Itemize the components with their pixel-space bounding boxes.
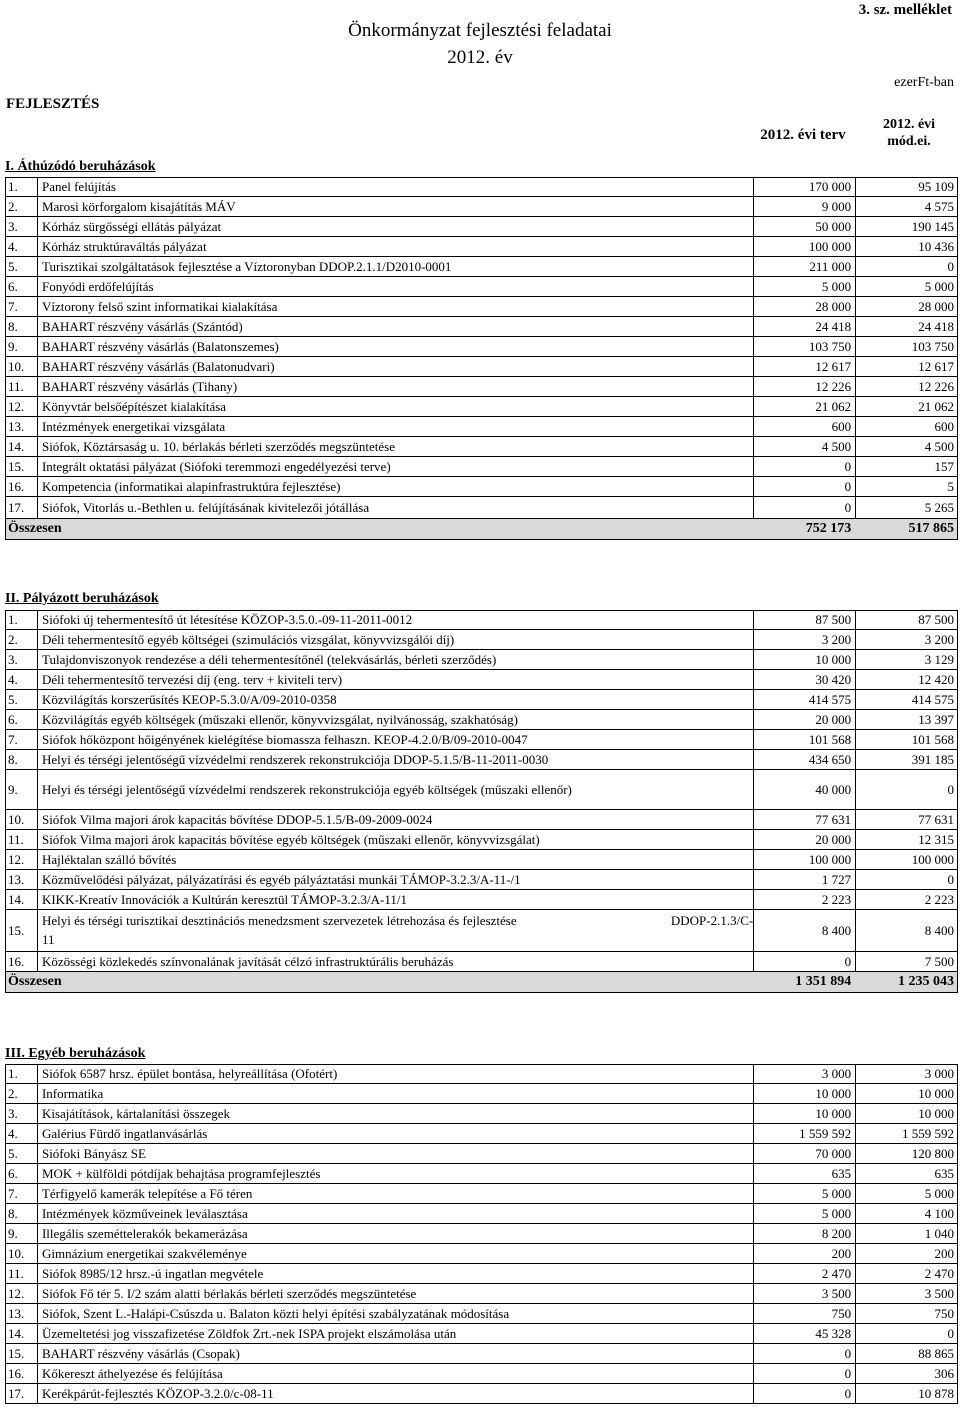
row-number: 1. bbox=[6, 178, 38, 196]
row-modified-value: 1 559 592 bbox=[856, 1124, 958, 1143]
row-name: Marosi körforgalom kisajátítás MÁV bbox=[38, 197, 754, 216]
row-number: 17. bbox=[6, 1384, 38, 1403]
row-plan-value: 3 200 bbox=[754, 630, 856, 649]
row-number: 11. bbox=[6, 377, 38, 396]
row-plan-value: 0 bbox=[754, 952, 856, 971]
row-number: 5. bbox=[6, 257, 38, 276]
row-number: 4. bbox=[6, 1124, 38, 1143]
row-plan-value: 10 000 bbox=[754, 650, 856, 669]
row-name: Kórház struktúraváltás pályázat bbox=[38, 237, 754, 256]
row-number: 15. bbox=[6, 1344, 38, 1363]
row-name: BAHART részvény vásárlás (Balatonudvari) bbox=[38, 357, 754, 376]
row-number: 10. bbox=[6, 357, 38, 376]
column-header-plan: 2012. évi terv bbox=[760, 127, 846, 143]
row-number: 15. bbox=[6, 910, 38, 951]
row-name: BAHART részvény vásárlás (Tihany) bbox=[38, 377, 754, 396]
table-row bbox=[5, 1064, 958, 1084]
table-row bbox=[5, 417, 958, 437]
row-number: 8. bbox=[6, 1204, 38, 1223]
row-name: Intézmények közműveinek leválasztása bbox=[38, 1204, 754, 1223]
row-plan-value: 100 000 bbox=[754, 237, 856, 256]
row-plan-value: 10 000 bbox=[754, 1104, 856, 1123]
row-modified-value: 3 500 bbox=[856, 1284, 958, 1303]
row-modified-value: 5 000 bbox=[856, 277, 958, 296]
row-modified-value: 600 bbox=[856, 417, 958, 436]
row-number: 9. bbox=[6, 1224, 38, 1243]
row-plan-value: 0 bbox=[754, 457, 856, 476]
table-row bbox=[5, 1344, 958, 1364]
row-number: 9. bbox=[6, 337, 38, 356]
row-number: 16. bbox=[6, 952, 38, 971]
row-name: Siófok Vilma majori árok kapacitás bővítése egyéb költségek (műszaki ellenőr, könyvvizsgálat) bbox=[38, 830, 754, 849]
row-name: Illegális szeméttelerakók bekamerázása bbox=[38, 1224, 754, 1243]
row-name: Kőkereszt áthelyezése és felújítása bbox=[38, 1364, 754, 1383]
row-name: BAHART részvény vásárlás (Csopak) bbox=[38, 1344, 754, 1363]
row-number: 7. bbox=[6, 1184, 38, 1203]
table-row bbox=[5, 750, 958, 770]
table-row bbox=[5, 297, 958, 317]
row-plan-value: 100 000 bbox=[754, 850, 856, 869]
row-number: 12. bbox=[6, 1284, 38, 1303]
row-number: 14. bbox=[6, 437, 38, 456]
row-name-line1 bbox=[42, 911, 753, 930]
row-modified-value: 635 bbox=[856, 1164, 958, 1183]
row-modified-value: 190 145 bbox=[856, 217, 958, 236]
row-number: 13. bbox=[6, 870, 38, 889]
row-name: Közművelődési pályázat, pályázatírási és egyéb pályáztatási munkái TÁMOP-3.2.3/A-11-/1 bbox=[38, 870, 754, 889]
row-modified-value: 88 865 bbox=[856, 1344, 958, 1363]
row-plan-value: 200 bbox=[754, 1244, 856, 1263]
row-plan-value: 9 000 bbox=[754, 197, 856, 216]
row-name bbox=[38, 910, 754, 951]
section3-title: III. Egyéb beruházások bbox=[5, 1046, 146, 1061]
row-plan-value: 750 bbox=[754, 1304, 856, 1323]
row-modified-value: 157 bbox=[856, 457, 958, 476]
row-name: Siófok, Köztársaság u. 10. bérlakás bérleti szerződés megszüntetése bbox=[38, 437, 754, 456]
row-number: 1. bbox=[6, 611, 38, 629]
row-modified-value: 120 800 bbox=[856, 1144, 958, 1163]
row-name: Siófok 6587 hrsz. épület bontása, helyreállítása (Ofotért) bbox=[38, 1065, 754, 1083]
row-name: BAHART részvény vásárlás (Szántód) bbox=[38, 317, 754, 336]
table-row bbox=[5, 830, 958, 850]
table-row bbox=[5, 317, 958, 337]
table-row bbox=[5, 397, 958, 417]
row-name: Gimnázium energetikai szakvéleménye bbox=[38, 1244, 754, 1263]
row-name: Integrált oktatási pályázat (Siófoki teremmozi engedélyezési terve) bbox=[38, 457, 754, 476]
total-plan-value: 752 173 bbox=[805, 521, 852, 536]
row-name: Siófoki Bányász SE bbox=[38, 1144, 754, 1163]
table-row bbox=[5, 650, 958, 670]
row-number: 2. bbox=[6, 1084, 38, 1103]
row-modified-value: 103 750 bbox=[856, 337, 958, 356]
row-modified-value: 5 265 bbox=[856, 497, 958, 518]
page-subtitle-year: 2012. év bbox=[447, 47, 513, 68]
row-modified-value: 5 000 bbox=[856, 1184, 958, 1203]
row-modified-value: 10 436 bbox=[856, 237, 958, 256]
row-modified-value: 4 500 bbox=[856, 437, 958, 456]
row-name-code: DDOP-2.1.3/C- bbox=[670, 913, 754, 928]
table-row bbox=[5, 1304, 958, 1324]
total-modified-value: 517 865 bbox=[908, 521, 955, 536]
row-name: Siófok Fő tér 5. I/2 szám alatti bérlakás bérleti szerződés megszüntetése bbox=[38, 1284, 754, 1303]
table-row bbox=[5, 1164, 958, 1184]
row-name: BAHART részvény vásárlás (Balatonszemes) bbox=[38, 337, 754, 356]
row-name: Siófoki új tehermentesítő út létesítése KÖZOP-3.5.0.-09-11-2011-0012 bbox=[38, 611, 754, 629]
total-label: Összesen bbox=[8, 974, 62, 989]
row-number: 6. bbox=[6, 1164, 38, 1183]
row-plan-value: 8 200 bbox=[754, 1224, 856, 1243]
row-name: Közvilágítás korszerűsítés KEOP-5.3.0/A/09-2010-0358 bbox=[38, 690, 754, 709]
row-plan-value: 30 420 bbox=[754, 670, 856, 689]
row-number: 17. bbox=[6, 497, 38, 518]
row-plan-value: 8 400 bbox=[754, 910, 856, 951]
row-plan-value: 211 000 bbox=[754, 257, 856, 276]
table-row bbox=[5, 197, 958, 217]
row-name: Déli tehermentesítő tervezési díj (eng. terv + kiviteli terv) bbox=[38, 670, 754, 689]
row-modified-value: 87 500 bbox=[856, 611, 958, 629]
section1-title: I. Áthúzódó beruházások bbox=[5, 159, 156, 174]
table-row bbox=[5, 890, 958, 910]
row-number: 16. bbox=[6, 477, 38, 496]
row-modified-value: 750 bbox=[856, 1304, 958, 1323]
row-plan-value: 24 418 bbox=[754, 317, 856, 336]
row-number: 5. bbox=[6, 1144, 38, 1163]
row-plan-value: 77 631 bbox=[754, 810, 856, 829]
table-row bbox=[5, 1084, 958, 1104]
row-plan-value: 600 bbox=[754, 417, 856, 436]
row-modified-value: 391 185 bbox=[856, 750, 958, 769]
table-row bbox=[5, 477, 958, 497]
row-modified-value: 5 bbox=[856, 477, 958, 496]
row-number: 10. bbox=[6, 1244, 38, 1263]
row-number: 14. bbox=[6, 1324, 38, 1343]
table-row bbox=[5, 497, 958, 519]
row-name: Déli tehermentesítő egyéb költségei (szimulációs vizsgálat, könyvvizsgálói díj) bbox=[38, 630, 754, 649]
row-number: 10. bbox=[6, 810, 38, 829]
table-row bbox=[5, 1324, 958, 1344]
row-plan-value: 1 559 592 bbox=[754, 1124, 856, 1143]
row-name: Siófok, Vitorlás u.-Bethlen u. felújításának kivitelezői jótállása bbox=[38, 497, 754, 518]
row-name: Könyvtár belsőépítészet kialakítása bbox=[38, 397, 754, 416]
row-plan-value: 50 000 bbox=[754, 217, 856, 236]
row-modified-value: 12 315 bbox=[856, 830, 958, 849]
row-modified-value: 4 100 bbox=[856, 1204, 958, 1223]
row-modified-value: 200 bbox=[856, 1244, 958, 1263]
table-row bbox=[5, 1144, 958, 1164]
row-number: 5. bbox=[6, 690, 38, 709]
row-modified-value: 0 bbox=[856, 870, 958, 889]
row-name: Kórház sürgősségi ellátás pályázat bbox=[38, 217, 754, 236]
row-name: Galérius Fürdő ingatlanvásárlás bbox=[38, 1124, 754, 1143]
row-number: 3. bbox=[6, 1104, 38, 1123]
row-name-text: Helyi és térségi turisztikai desztinációs menedzsment szervezetek létrehozása és fejlesztése bbox=[41, 913, 517, 928]
row-plan-value: 28 000 bbox=[754, 297, 856, 316]
row-modified-value: 4 575 bbox=[856, 197, 958, 216]
table-row bbox=[5, 1104, 958, 1124]
table-row bbox=[5, 1124, 958, 1144]
row-plan-value: 5 000 bbox=[754, 1184, 856, 1203]
row-number: 6. bbox=[6, 710, 38, 729]
row-modified-value: 13 397 bbox=[856, 710, 958, 729]
row-name: Hajléktalan szálló bővítés bbox=[38, 850, 754, 869]
column-header-modified bbox=[858, 116, 960, 150]
row-number: 4. bbox=[6, 670, 38, 689]
row-name: Tulajdonviszonyok rendezése a déli tehermentesítőnél (telekvásárlás, bérleti szerződés) bbox=[38, 650, 754, 669]
section-label: FEJLESZTÉS bbox=[6, 96, 100, 112]
row-name: Kompetencia (informatikai alapinfrastruktúra fejlesztése) bbox=[38, 477, 754, 496]
row-modified-value: 21 062 bbox=[856, 397, 958, 416]
row-name: Közvilágítás egyéb költségek (műszaki ellenőr, könyvvizsgálat, nyilvánosság, szakhatóság) bbox=[38, 710, 754, 729]
row-modified-value: 1 040 bbox=[856, 1224, 958, 1243]
row-plan-value: 5 000 bbox=[754, 277, 856, 296]
table-row bbox=[5, 630, 958, 650]
unit-label: ezerFt-ban bbox=[894, 75, 954, 90]
row-name: Térfigyelő kamerák telepítése a Fő téren bbox=[38, 1184, 754, 1203]
row-modified-value: 8 400 bbox=[856, 910, 958, 951]
table-row bbox=[5, 710, 958, 730]
table-row bbox=[5, 377, 958, 397]
page-title: Önkormányzat fejlesztési feladatai bbox=[348, 20, 612, 41]
row-name: Fonyódi erdőfelújítás bbox=[38, 277, 754, 296]
table-row bbox=[5, 690, 958, 710]
row-number: 7. bbox=[6, 730, 38, 749]
row-name: Siófok, Szent L.-Halápi-Csúszda u. Balaton közti helyi építési szabályzatának módosítása bbox=[38, 1304, 754, 1323]
row-modified-value: 0 bbox=[856, 1324, 958, 1343]
row-modified-value: 3 129 bbox=[856, 650, 958, 669]
row-name: Informatika bbox=[38, 1084, 754, 1103]
table-row bbox=[5, 1364, 958, 1384]
total-plan-value: 1 351 894 bbox=[795, 974, 852, 989]
row-number: 4. bbox=[6, 237, 38, 256]
row-plan-value: 12 226 bbox=[754, 377, 856, 396]
row-plan-value: 70 000 bbox=[754, 1144, 856, 1163]
row-modified-value: 12 226 bbox=[856, 377, 958, 396]
row-plan-value: 5 000 bbox=[754, 1204, 856, 1223]
row-name: Üzemeltetési jog visszafizetése Zöldfok Zrt.-nek ISPA projekt elszámolása után bbox=[38, 1324, 754, 1343]
row-plan-value: 20 000 bbox=[754, 830, 856, 849]
row-name: MOK + külföldi pótdíjak behajtása programfejlesztés bbox=[38, 1164, 754, 1183]
table-row bbox=[5, 457, 958, 477]
row-number: 2. bbox=[6, 630, 38, 649]
row-plan-value: 12 617 bbox=[754, 357, 856, 376]
row-modified-value: 2 470 bbox=[856, 1264, 958, 1283]
section1-table bbox=[5, 177, 958, 540]
row-name: Siófok hőközpont hőigényének kielégítése biomassza felhaszn. KEOP-4.2.0/B/09-2010-0047 bbox=[38, 730, 754, 749]
section3-table bbox=[5, 1064, 958, 1404]
row-plan-value: 2 223 bbox=[754, 890, 856, 909]
row-number: 8. bbox=[6, 317, 38, 336]
row-modified-value: 3 000 bbox=[856, 1065, 958, 1083]
row-number: 9. bbox=[6, 770, 38, 809]
row-modified-value: 414 575 bbox=[856, 690, 958, 709]
row-number: 6. bbox=[6, 277, 38, 296]
table-row bbox=[5, 810, 958, 830]
table-row bbox=[5, 1384, 958, 1404]
row-plan-value: 2 470 bbox=[754, 1264, 856, 1283]
row-number: 12. bbox=[6, 397, 38, 416]
row-name: Panel felújítás bbox=[38, 178, 754, 196]
table-row bbox=[5, 1224, 958, 1244]
row-modified-value: 12 617 bbox=[856, 357, 958, 376]
row-name: Siófok Vilma majori árok kapacitás bővítése DDOP-5.1.5/B-09-2009-0024 bbox=[38, 810, 754, 829]
table-row bbox=[5, 1184, 958, 1204]
table-row bbox=[5, 670, 958, 690]
row-modified-value: 12 420 bbox=[856, 670, 958, 689]
row-name: KIKK-Kreatív Innovációk a Kultúrán keresztül TÁMOP-3.2.3/A-11/1 bbox=[38, 890, 754, 909]
row-number: 13. bbox=[6, 417, 38, 436]
row-plan-value: 0 bbox=[754, 1384, 856, 1403]
row-name: Turisztikai szolgáltatások fejlesztése a Víztoronyban DDOP.2.1.1/D2010-0001 bbox=[38, 257, 754, 276]
total-row bbox=[5, 972, 958, 993]
table-row bbox=[5, 357, 958, 377]
row-name: Kisajátítások, kártalanítási összegek bbox=[38, 1104, 754, 1123]
annex-label: 3. sz. melléklet bbox=[858, 2, 952, 18]
table-row bbox=[5, 257, 958, 277]
table-row bbox=[5, 1284, 958, 1304]
row-name: Helyi és térségi jelentőségű vízvédelmi rendszerek rekonstrukciója egyéb költségek (műszaki ellenőr) bbox=[38, 770, 754, 809]
row-plan-value: 101 568 bbox=[754, 730, 856, 749]
table-row bbox=[5, 1204, 958, 1224]
row-modified-value: 0 bbox=[856, 770, 958, 809]
row-name: Siófok 8985/12 hrsz.-ú ingatlan megvétele bbox=[38, 1264, 754, 1283]
section2-title: II. Pályázott beruházások bbox=[5, 591, 159, 606]
row-number: 16. bbox=[6, 1364, 38, 1383]
row-number: 13. bbox=[6, 1304, 38, 1323]
row-plan-value: 4 500 bbox=[754, 437, 856, 456]
row-plan-value: 1 727 bbox=[754, 870, 856, 889]
table-row bbox=[5, 217, 958, 237]
row-number: 1. bbox=[6, 1065, 38, 1083]
row-number: 15. bbox=[6, 457, 38, 476]
row-number: 11. bbox=[6, 830, 38, 849]
row-plan-value: 434 650 bbox=[754, 750, 856, 769]
row-modified-value: 3 200 bbox=[856, 630, 958, 649]
row-name: Víztorony felső szint informatikai kialakítása bbox=[38, 297, 754, 316]
row-number: 2. bbox=[6, 197, 38, 216]
row-number: 12. bbox=[6, 850, 38, 869]
table-row bbox=[5, 277, 958, 297]
table-row bbox=[5, 1244, 958, 1264]
row-plan-value: 0 bbox=[754, 497, 856, 518]
section2-table bbox=[5, 610, 958, 993]
row-plan-value: 40 000 bbox=[754, 770, 856, 809]
row-plan-value: 87 500 bbox=[754, 611, 856, 629]
row-number: 7. bbox=[6, 297, 38, 316]
row-plan-value: 170 000 bbox=[754, 178, 856, 196]
row-name: Kerékpárút-fejlesztés KÖZOP-3.2.0/c-08-11 bbox=[38, 1384, 754, 1403]
row-modified-value: 10 000 bbox=[856, 1084, 958, 1103]
row-plan-value: 635 bbox=[754, 1164, 856, 1183]
row-plan-value: 414 575 bbox=[754, 690, 856, 709]
row-number: 8. bbox=[6, 750, 38, 769]
table-row bbox=[5, 437, 958, 457]
table-row bbox=[5, 177, 958, 197]
table-row bbox=[5, 237, 958, 257]
row-modified-value: 100 000 bbox=[856, 850, 958, 869]
row-name-line2: 11 bbox=[41, 932, 55, 947]
table-row bbox=[5, 610, 958, 630]
row-plan-value: 20 000 bbox=[754, 710, 856, 729]
row-number: 11. bbox=[6, 1264, 38, 1283]
row-plan-value: 0 bbox=[754, 477, 856, 496]
row-modified-value: 306 bbox=[856, 1364, 958, 1383]
row-modified-value: 77 631 bbox=[856, 810, 958, 829]
total-label: Összesen bbox=[8, 521, 62, 536]
row-modified-value: 10 000 bbox=[856, 1104, 958, 1123]
row-modified-value: 7 500 bbox=[856, 952, 958, 971]
table-row bbox=[5, 337, 958, 357]
row-name: Közösségi közlekedés színvonalának javítását célzó infrastruktúrális beruházás bbox=[38, 952, 754, 971]
column-header-modified-line2: mód.ei. bbox=[887, 134, 931, 149]
table-row bbox=[5, 952, 958, 972]
row-name: Helyi és térségi jelentőségű vízvédelmi rendszerek rekonstrukciója DDOP-5.1.5/B-11-2011-0030 bbox=[38, 750, 754, 769]
table-row bbox=[5, 730, 958, 750]
row-modified-value: 24 418 bbox=[856, 317, 958, 336]
row-plan-value: 21 062 bbox=[754, 397, 856, 416]
table-row bbox=[5, 1264, 958, 1284]
total-row bbox=[5, 519, 958, 540]
row-plan-value: 3 000 bbox=[754, 1065, 856, 1083]
total-modified-value: 1 235 043 bbox=[898, 974, 955, 989]
table-row bbox=[5, 910, 958, 952]
table-row bbox=[5, 870, 958, 890]
row-plan-value: 0 bbox=[754, 1364, 856, 1383]
table-row bbox=[5, 850, 958, 870]
row-plan-value: 3 500 bbox=[754, 1284, 856, 1303]
row-plan-value: 103 750 bbox=[754, 337, 856, 356]
row-modified-value: 2 223 bbox=[856, 890, 958, 909]
row-modified-value: 10 878 bbox=[856, 1384, 958, 1403]
column-header-modified-line1: 2012. évi bbox=[882, 117, 936, 132]
row-number: 3. bbox=[6, 650, 38, 669]
row-modified-value: 95 109 bbox=[856, 178, 958, 196]
row-modified-value: 0 bbox=[856, 257, 958, 276]
row-name: Intézmények energetikai vizsgálata bbox=[38, 417, 754, 436]
row-plan-value: 0 bbox=[754, 1344, 856, 1363]
row-plan-value: 10 000 bbox=[754, 1084, 856, 1103]
row-plan-value: 45 328 bbox=[754, 1324, 856, 1343]
row-modified-value: 101 568 bbox=[856, 730, 958, 749]
row-number: 3. bbox=[6, 217, 38, 236]
row-number: 14. bbox=[6, 890, 38, 909]
table-row bbox=[5, 770, 958, 810]
row-modified-value: 28 000 bbox=[856, 297, 958, 316]
